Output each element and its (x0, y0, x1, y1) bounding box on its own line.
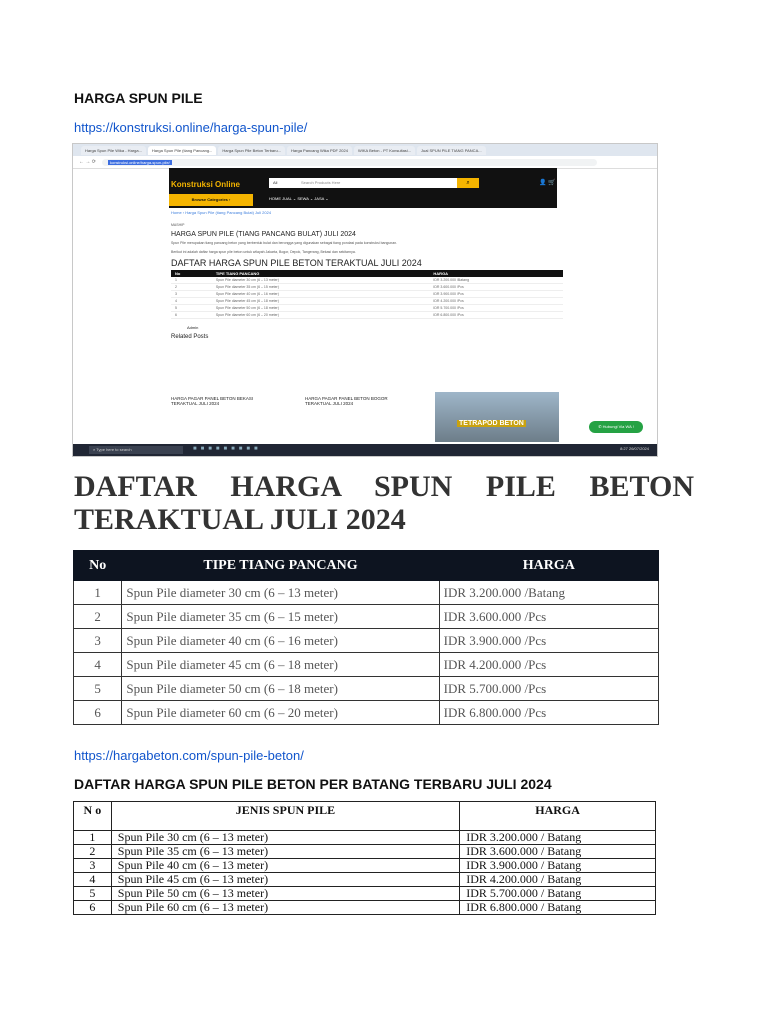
table2-row (74, 845, 656, 859)
site-table-row (171, 298, 563, 305)
site-table-cell: Spun Pile diameter 40 cm (6 – 16 meter) (212, 291, 430, 298)
site-table-cell: Spun Pile diameter 60 cm (6 – 20 meter) (212, 312, 430, 319)
search-input: Search Products Here (297, 178, 457, 188)
table2-cell: 3 (74, 859, 112, 873)
table1-cell: 2 (74, 605, 122, 629)
subheading: DAFTAR HARGA SPUN PILE BETON PER BATANG TERBARU JULI 2024 (74, 776, 552, 792)
table2-cell: IDR 4.200.000 / Batang (460, 873, 656, 887)
site-table-header: HARGA (429, 270, 563, 277)
link-hargabeton[interactable]: https://hargabeton.com/spun-pile-beton/ (74, 748, 304, 763)
table2-cell: Spun Pile 40 cm (6 – 13 meter) (111, 859, 459, 873)
site-table-cell: Spun Pile diameter 30 cm (6 – 13 meter) (212, 277, 430, 284)
table2-cell: 6 (74, 901, 112, 915)
table1-header: No (74, 551, 122, 581)
site-table-header: No (171, 270, 212, 277)
table2-row (74, 873, 656, 887)
site-price-table (171, 270, 563, 319)
table1-cell: IDR 3.900.000 /Pcs (439, 629, 658, 653)
browser-tab: Harga Pancang Wika PDF 2024 (287, 146, 352, 155)
table2-cell: 1 (74, 831, 112, 845)
related-post-2: HARGA PAGAR PANEL BETON BOGOR TERAKTUAL JULI 2024 (305, 396, 388, 406)
taskbar (73, 444, 657, 456)
table1-cell: 5 (74, 677, 122, 701)
site-intro: Spun Pile merupakan tiang pancang beton yang berbentuk bulat dan berongga yang digunakan sebagai tiang pondasi pada konstruksi bangunan. (171, 241, 398, 245)
table2-row (74, 831, 656, 845)
taskbar-search: ⌕ Type here to search (89, 446, 183, 454)
table2-cell: Spun Pile 60 cm (6 – 13 meter) (111, 901, 459, 915)
tetrapod-image: TETRAPOD BETON (435, 392, 559, 442)
table1-cell: 4 (74, 653, 122, 677)
price-table-2 (73, 801, 656, 915)
table2-cell: IDR 3.600.000 / Batang (460, 845, 656, 859)
site-table-row (171, 312, 563, 319)
site-table-cell: IDR 3.900.000 /Pcs (429, 291, 563, 298)
site-table-cell: 5 (171, 305, 212, 312)
site-table-cell: IDR 3.600.000 /Pcs (429, 284, 563, 291)
site-table-cell: Spun Pile diameter 45 cm (6 – 18 meter) (212, 298, 430, 305)
table2-header: HARGA (460, 802, 656, 831)
table1-cell: 6 (74, 701, 122, 725)
table1-row (74, 605, 659, 629)
user-cart-icon: 👤 🛒 (539, 180, 556, 186)
browser-tab: Harga Spun Pile (tiang Pancang... (148, 146, 216, 155)
table1-row (74, 701, 659, 725)
site-table-heading: DAFTAR HARGA SPUN PILE BETON TERAKTUAL JULI 2024 (171, 258, 422, 268)
table1-row (74, 629, 659, 653)
browser-tab: Jual SPUN PILE TIANG PANCA... (417, 146, 486, 155)
table2-cell: 4 (74, 873, 112, 887)
site-table-row (171, 305, 563, 312)
table1-cell: Spun Pile diameter 40 cm (6 – 16 meter) (122, 629, 439, 653)
link-konstruksi[interactable]: https://konstruksi.online/harga-spun-pile/ (74, 120, 308, 135)
table1-cell: Spun Pile diameter 45 cm (6 – 18 meter) (122, 653, 439, 677)
taskbar-clock: 8:27 26/07/2024 (620, 446, 649, 451)
search-icon: ⌕ (457, 178, 479, 188)
search-category: All (269, 178, 297, 188)
site-table-cell: IDR 5.700.000 /Pcs (429, 305, 563, 312)
table1-header: HARGA (439, 551, 658, 581)
site-table-cell: Spun Pile diameter 35 cm (6 – 15 meter) (212, 284, 430, 291)
table2-row (74, 901, 656, 915)
site-post-title: HARGA SPUN PILE (TIANG PANCANG BULAT) JULI 2024 (171, 231, 356, 238)
table2-cell: 2 (74, 845, 112, 859)
site-table-cell: 1 (171, 277, 212, 284)
table1-cell: IDR 3.600.000 /Pcs (439, 605, 658, 629)
table1-row (74, 653, 659, 677)
table1-row (74, 581, 659, 605)
site-table-cell: 2 (171, 284, 212, 291)
table2-cell: IDR 3.200.000 / Batang (460, 831, 656, 845)
table1-cell: Spun Pile diameter 35 cm (6 – 15 meter) (122, 605, 439, 629)
price-table-1 (73, 550, 659, 725)
table1-cell: IDR 6.800.000 /Pcs (439, 701, 658, 725)
site-intro-2: Berikut ini adalah daftar harga spun pile beton untuk wilayah Jakarta, Bogor, Depok, Tangerang, Bekasi dan sekitarnya. (171, 250, 356, 254)
table1-cell: IDR 3.200.000 /Batang (439, 581, 658, 605)
table1-cell: IDR 5.700.000 /Pcs (439, 677, 658, 701)
table2-row (74, 887, 656, 901)
site-table-cell: IDR 4.200.000 /Pcs (429, 298, 563, 305)
whatsapp-button: ✆ Hubungi Via WA ! (589, 421, 643, 433)
browser-tab: WIKA Beton - PT Konsultasi... (354, 146, 415, 155)
table1-cell: 3 (74, 629, 122, 653)
site-table-header: TIPE TIANG PANCANG (212, 270, 430, 277)
post-meta: MASHIP (171, 223, 185, 227)
table2-cell: Spun Pile 30 cm (6 – 13 meter) (111, 831, 459, 845)
table2-row (74, 859, 656, 873)
site-table-cell: Spun Pile diameter 50 cm (6 – 18 meter) (212, 305, 430, 312)
breadcrumb: Home › Harga Spun Pile (tiang Pancang Bulat) Juli 2024 (171, 210, 272, 215)
doc-title: HARGA SPUN PILE (74, 90, 203, 106)
site-table-cell: IDR 6.800.000 /Pcs (429, 312, 563, 319)
url-box: konstruksi.online/harga-spun-pile/ (102, 159, 597, 166)
browser-tab: Harga Spun Pile Beton Terbaru... (218, 146, 285, 155)
table1-row (74, 677, 659, 701)
table2-header: N o (74, 802, 112, 831)
site-table-cell: 4 (171, 298, 212, 305)
browser-screenshot (72, 143, 658, 457)
tab-bar (73, 144, 657, 156)
table2-cell: IDR 3.900.000 / Batang (460, 859, 656, 873)
site-menu: HOME JUAL ⌄ SEWA ⌄ JASA ⌄ (269, 196, 329, 201)
table2-header: JENIS SPUN PILE (111, 802, 459, 831)
site-table-row (171, 291, 563, 298)
browse-categories: Browse Categories › (169, 194, 253, 206)
site-logo: Konstruksi Online (171, 180, 240, 189)
nav-arrows-icon: ← → ⟳ (79, 159, 96, 165)
browser-tab: Harga Spun Pile Wika - Harga... (81, 146, 146, 155)
table1-cell: IDR 4.200.000 /Pcs (439, 653, 658, 677)
site-header (169, 168, 557, 208)
table2-cell: Spun Pile 35 cm (6 – 13 meter) (111, 845, 459, 859)
related-post-1: HARGA PAGAR PANEL BETON BEKASI TERAKTUAL JULI 2024 (171, 396, 254, 406)
post-author: Admin (187, 325, 199, 330)
taskbar-apps-icon: ■■■■■■■■■ (193, 446, 262, 452)
table1-cell: Spun Pile diameter 30 cm (6 – 13 meter) (122, 581, 439, 605)
big-heading: DAFTAR HARGA SPUN PILE BETON TERAKTUAL JULI 2024 (74, 470, 694, 536)
site-table-cell: 6 (171, 312, 212, 319)
site-table-cell: IDR 3.200.000 /Batang (429, 277, 563, 284)
table1-cell: Spun Pile diameter 50 cm (6 – 18 meter) (122, 677, 439, 701)
table1-cell: Spun Pile diameter 60 cm (6 – 20 meter) (122, 701, 439, 725)
related-posts-title: Related Posts (171, 334, 209, 340)
site-page (169, 168, 557, 442)
table2-cell: 5 (74, 887, 112, 901)
table2-cell: IDR 5.700.000 / Batang (460, 887, 656, 901)
table2-cell: IDR 6.800.000 / Batang (460, 901, 656, 915)
table1-cell: 1 (74, 581, 122, 605)
table2-cell: Spun Pile 45 cm (6 – 13 meter) (111, 873, 459, 887)
site-table-cell: 3 (171, 291, 212, 298)
table2-cell: Spun Pile 50 cm (6 – 13 meter) (111, 887, 459, 901)
table1-header: TIPE TIANG PANCANG (122, 551, 439, 581)
site-table-row (171, 284, 563, 291)
